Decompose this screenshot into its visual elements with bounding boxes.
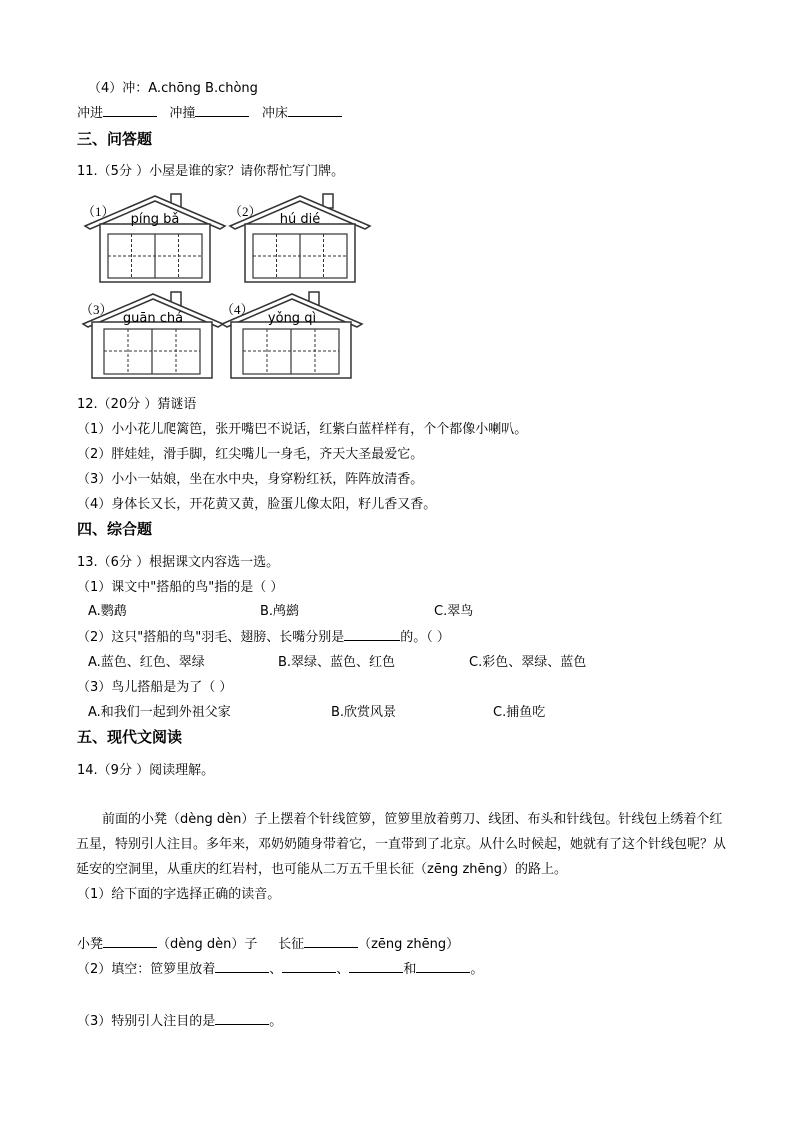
q14-2-blank-1[interactable] xyxy=(215,960,269,973)
riddle-1: （1）小小花儿爬篱笆，张开嘴巴不说话，红紫白蓝样样有，个个都像小喇叭。 xyxy=(77,422,528,437)
q14-1-answers xyxy=(77,935,459,954)
q14-2-sep-1: 、 xyxy=(269,962,283,977)
q14-2-text: （2）填空：笸箩里放着 xyxy=(77,962,216,977)
q14-prompt: 14.（9分 ）阅读理解。 xyxy=(77,763,215,778)
q13-1-option-b[interactable]: B.鸬鹚 xyxy=(260,604,300,619)
q14-2-blank-3[interactable] xyxy=(349,960,403,973)
q13-3-option-c[interactable]: C.捕鱼吃 xyxy=(493,705,546,720)
q4-blank-2[interactable] xyxy=(195,104,249,117)
riddle-3: （3）小小一姑娘，坐在水中央，身穿粉红袄，阵阵放清香。 xyxy=(77,472,424,487)
q14-3-question xyxy=(77,1012,282,1031)
house-1-pinyin: píng bǎ xyxy=(130,212,180,227)
q14-2-blank-4[interactable] xyxy=(416,960,470,973)
q4-word-1: 冲进 xyxy=(77,106,104,121)
q4-word-2: 冲撞 xyxy=(169,106,196,121)
section-4-heading: 四、综合题 xyxy=(77,520,153,538)
house-3 xyxy=(78,289,228,381)
q14-2-sep-2: 、 xyxy=(336,962,350,977)
q14-1-word-a: 小凳 xyxy=(77,937,104,952)
section-3-heading: 三、问答题 xyxy=(77,130,153,148)
q13-3-option-b[interactable]: B.欣赏风景 xyxy=(331,705,397,720)
q14-1-blank-b[interactable] xyxy=(304,935,358,948)
q13-2-option-b[interactable]: B.翠绿、蓝色、红色 xyxy=(278,655,396,670)
q13-2-question xyxy=(77,628,450,647)
house-2-number: （2） xyxy=(229,204,262,219)
section-5-heading: 五、现代文阅读 xyxy=(77,728,183,746)
q14-2-blank-2[interactable] xyxy=(282,960,336,973)
q14-1-word-b: 长征 xyxy=(278,937,305,952)
q13-3-question: （3）鸟儿搭船是为了（ ） xyxy=(77,680,233,695)
q13-2-text: （2）这只"搭船的鸟"羽毛、翅膀、长嘴分别是 xyxy=(77,630,345,645)
house-3-number: （3） xyxy=(80,302,113,317)
q14-2-end: 。 xyxy=(470,962,484,977)
q4-line: （4）冲：A.chōng B.chòng xyxy=(88,81,258,96)
q13-1-option-c[interactable]: C.翠鸟 xyxy=(434,604,474,619)
q13-3-option-a[interactable]: A.和我们一起到外祖父家 xyxy=(88,705,231,720)
q4-blank-3[interactable] xyxy=(288,104,342,117)
q14-3-end: 。 xyxy=(269,1014,283,1029)
house-4-pinyin: yǒng qì xyxy=(267,311,317,326)
q13-1-question: （1）课文中"搭船的鸟"指的是（ ） xyxy=(77,580,284,595)
q11-prompt: 11.（5分 ）小屋是谁的家？请你帮忙写门牌。 xyxy=(77,164,345,179)
q14-2-and: 和 xyxy=(403,962,417,977)
q14-3-text: （3）特别引人注目的是 xyxy=(77,1014,216,1029)
q14-3-blank[interactable] xyxy=(215,1012,269,1025)
riddle-2: （2）胖娃娃，滑手脚，红尖嘴儿一身毛，齐天大圣最爱它。 xyxy=(77,447,424,462)
q13-1-option-a[interactable]: A.鹦鹉 xyxy=(88,604,127,619)
q14-1-option-a: （dèng dèn）子 xyxy=(157,937,258,952)
reading-passage: 前面的小凳（dèng dèn）子上摆着个针线笸箩，笸箩里放着剪刀、线团、布头和针线包。针线包上绣着个红五星，特别引人注目。多年来，邓奶奶随身带着它，一直带到了北京。从什么时候起，她就有了这个针线包呢？从延安的空洞里，从重庆的红岩村，也可能从二万五千里长征（zēng zhēng）的路上。 xyxy=(76,812,727,877)
q13-prompt: 13.（6分 ）根据课文内容选一选。 xyxy=(77,555,280,570)
house-4 xyxy=(217,289,367,381)
q14-1-option-b: （zēng zhēng） xyxy=(358,937,460,952)
q4-word-3: 冲床 xyxy=(261,106,288,121)
q4-blank-1[interactable] xyxy=(103,104,157,117)
q13-2-option-c[interactable]: C.彩色、翠绿、蓝色 xyxy=(469,655,587,670)
house-3-pinyin: guān chá xyxy=(122,311,184,326)
q14-1-question: （1）给下面的字选择正确的读音。 xyxy=(77,887,281,902)
q13-2-option-a[interactable]: A.蓝色、红色、翠绿 xyxy=(88,655,205,670)
q13-2-blank[interactable] xyxy=(344,628,400,641)
house-2 xyxy=(225,191,375,286)
riddle-4: （4）身体长又长，开花黄又黄，脸蛋儿像太阳，籽儿香又香。 xyxy=(77,497,437,512)
house-4-number: （4） xyxy=(221,302,254,317)
q12-prompt: 12.（20分 ）猜谜语 xyxy=(77,397,197,412)
q14-1-blank-a[interactable] xyxy=(103,935,157,948)
house-2-pinyin: hú dié xyxy=(279,212,321,227)
q14-2-question xyxy=(77,960,483,979)
q13-2-tail: 的。（ ） xyxy=(400,630,450,645)
house-1 xyxy=(80,191,230,286)
q4-fill-line xyxy=(77,104,342,123)
house-1-number: （1） xyxy=(82,204,115,219)
